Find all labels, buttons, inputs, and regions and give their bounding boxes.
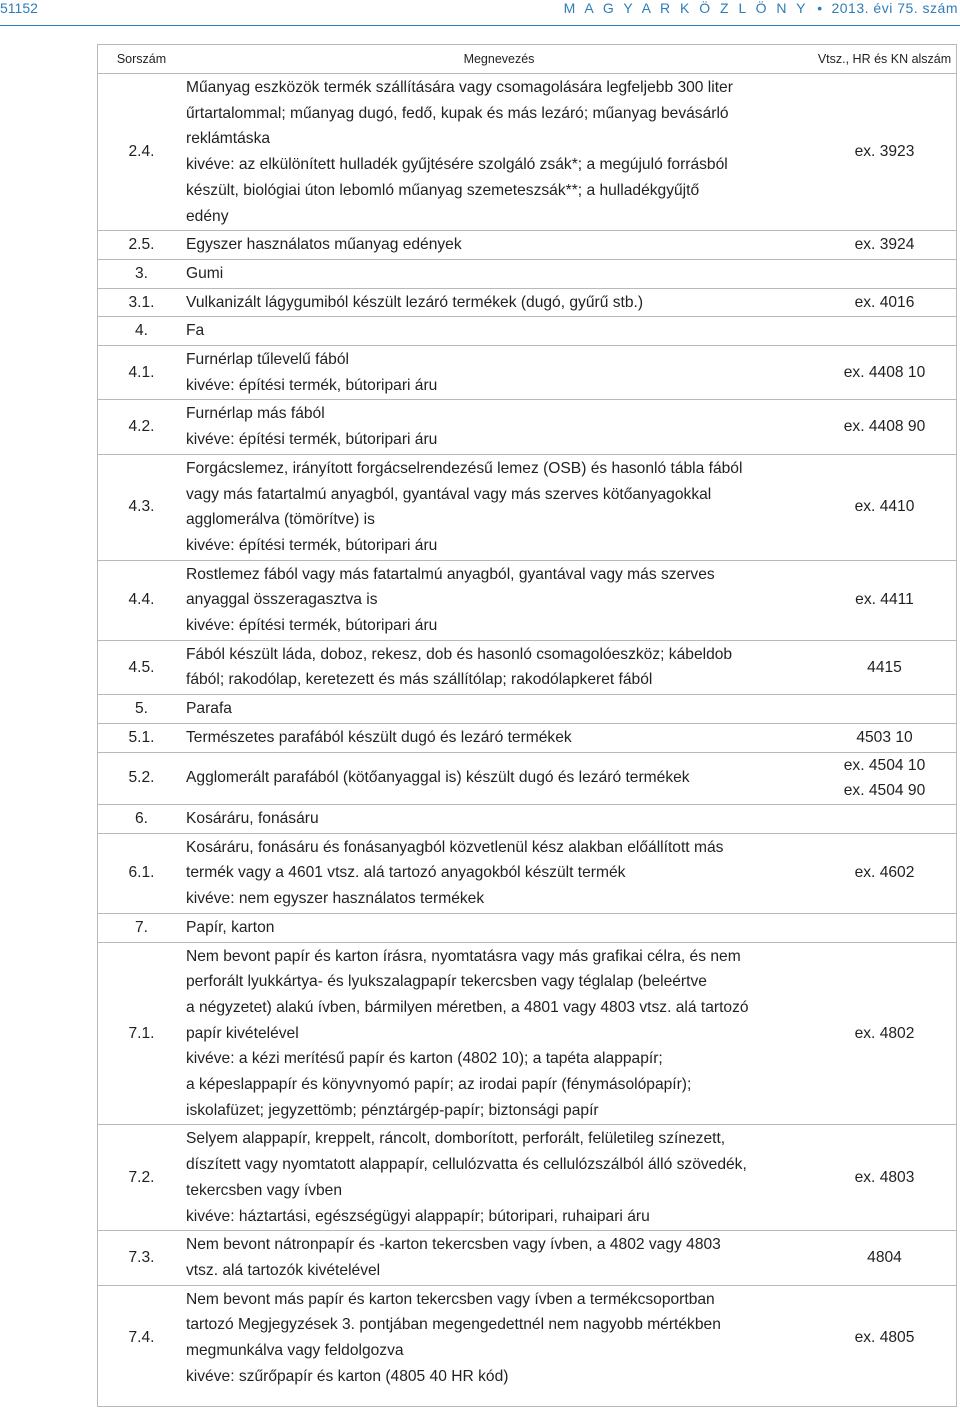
code-value: 4804 xyxy=(867,1249,902,1267)
description-line: Természetes parafából készült dugó és lezáró termékek xyxy=(186,728,572,746)
row-number: 2.4. xyxy=(97,74,186,231)
table-row xyxy=(97,400,957,454)
description-line: fából; rakodólap, keretezett és más szállítólap; rakodólapkeret fából xyxy=(186,671,653,689)
row-number: 3.1. xyxy=(97,288,186,317)
table-row xyxy=(97,259,957,288)
row-number: 7.1. xyxy=(97,942,186,1125)
row-description xyxy=(186,913,812,942)
table-row xyxy=(97,752,957,804)
table-row xyxy=(97,1125,957,1231)
row-description xyxy=(186,560,812,640)
row-number: 4.4. xyxy=(97,560,186,640)
row-code xyxy=(812,400,957,454)
row-code xyxy=(812,454,957,560)
journal-issue-line: M A G Y A R K Ö Z L Ö N Y • 2013. évi 75. szám xyxy=(563,0,958,16)
row-description xyxy=(186,74,812,231)
page-number: 51152 xyxy=(0,0,38,16)
code-value: ex. 3923 xyxy=(854,143,915,161)
description-line: kivéve: szűrőpapír és karton (4805 40 HR kód) xyxy=(186,1367,509,1385)
description-line: Fa xyxy=(186,322,205,340)
table-row xyxy=(97,317,957,346)
row-description xyxy=(186,346,812,400)
description-line: kivéve: nem egyszer használatos termékek xyxy=(186,890,485,908)
description-line: Furnérlap más fából xyxy=(186,405,325,423)
row-code xyxy=(812,1231,957,1285)
row-description xyxy=(186,804,812,833)
description-line: díszített vagy nyomtatott alappapír, cellulózvatta és cellulózszálból álló szövedék, xyxy=(186,1156,747,1174)
description-line: Egyszer használatos műanyag edények xyxy=(186,236,462,254)
row-number: 3. xyxy=(97,259,186,288)
code-value: ex. 4602 xyxy=(854,864,915,882)
row-code xyxy=(812,74,957,231)
row-code xyxy=(812,804,957,833)
row-code xyxy=(812,942,957,1125)
table-body xyxy=(97,74,957,1391)
row-code xyxy=(812,560,957,640)
code-value: ex. 4805 xyxy=(854,1329,915,1347)
description-line: megmunkálva vagy feldolgozva xyxy=(186,1342,404,1360)
description-line: Furnérlap tűlevelű fából xyxy=(186,351,349,369)
description-line: edény xyxy=(186,207,229,225)
row-code xyxy=(812,640,957,694)
row-number: 2.5. xyxy=(97,231,186,260)
description-line: Parafa xyxy=(186,700,232,718)
product-table xyxy=(97,44,957,1390)
table-row xyxy=(97,942,957,1125)
row-description xyxy=(186,288,812,317)
code-value: ex. 4408 90 xyxy=(843,418,926,436)
description-line: Forgácslemez, irányított forgácselrendezésű lemez (OSB) és hasonló tábla fából xyxy=(186,459,743,477)
row-description xyxy=(186,723,812,752)
row-number: 7.4. xyxy=(128,1329,155,1347)
description-line: Fából készült láda, doboz, rekesz, dob és hasonló csomagolóeszköz; kábeldob xyxy=(186,645,733,663)
table-row xyxy=(97,454,957,560)
description-line: vagy más fatartalmú anyagból, gyantával vagy más szerves kötőanyagokkal xyxy=(186,485,712,503)
row-description xyxy=(186,317,812,346)
description-line: iskolafüzet; jegyzettömb; pénztárgép-papír; biztonsági papír xyxy=(186,1101,599,1119)
row-number: 7.2. xyxy=(97,1125,186,1231)
row-number: 7. xyxy=(97,913,186,942)
table-row xyxy=(97,1231,957,1285)
description-line: Kosáráru, fonásáru xyxy=(186,809,319,827)
row-code xyxy=(812,723,957,752)
row-number: 6. xyxy=(97,804,186,833)
row-description xyxy=(186,259,812,288)
table-row xyxy=(97,560,957,640)
description-line: Kosáráru, fonásáru és fonásanyagból közvetlenül kész alakban előállított más xyxy=(186,838,724,856)
row-code xyxy=(812,317,957,346)
row-description xyxy=(186,1231,812,1285)
description-line: anyaggal összeragasztva is xyxy=(186,591,378,609)
table-row xyxy=(97,346,957,400)
table-row xyxy=(97,74,957,231)
row-description xyxy=(186,752,812,804)
table-row xyxy=(97,804,957,833)
description-line: agglomerálva (tömörítve) is xyxy=(186,511,375,529)
description-line: vtsz. alá tartozók kivételével xyxy=(186,1261,381,1279)
row-description xyxy=(186,942,812,1125)
description-line: Nem bevont papír és karton írásra, nyomtatásra vagy más grafikai célra, és nem xyxy=(186,947,741,965)
description-line: Gumi xyxy=(186,264,224,282)
table-row xyxy=(97,640,957,694)
description-line: kivéve: építési termék, bútoripari áru xyxy=(186,376,438,394)
table-row xyxy=(97,1285,957,1390)
header-rule xyxy=(0,25,960,26)
row-number: 4. xyxy=(97,317,186,346)
description-line: papír kivételével xyxy=(186,1024,299,1042)
code-value: ex. 4504 90 xyxy=(843,782,926,800)
description-line: kivéve: az elkülönített hulladék gyűjtésére szolgáló zsák*; a megújuló forrásból xyxy=(186,156,728,174)
row-code xyxy=(812,833,957,913)
row-number: 5.1. xyxy=(97,723,186,752)
description-line: kivéve: építési termék, bútoripari áru xyxy=(186,617,438,635)
table-row xyxy=(97,288,957,317)
description-line: Nem bevont más papír és karton tekercsben vagy ívben a termékcsoportban xyxy=(186,1290,715,1308)
description-line: Selyem alappapír, kreppelt, ráncolt, domborított, perforált, felületileg színezett, xyxy=(186,1130,726,1148)
row-description xyxy=(186,833,812,913)
journal-title: M A G Y A R K Ö Z L Ö N Y xyxy=(563,0,809,16)
row-number: 6.1. xyxy=(97,833,186,913)
description-line: Rostlemez fából vagy más fatartalmú anyagból, gyantával vagy más szerves xyxy=(186,565,715,583)
description-line: kivéve: háztartási, egészségügyi alappapír; bútoripari, ruhaipari áru xyxy=(186,1207,650,1225)
code-value: ex. 4408 10 xyxy=(843,363,926,381)
row-code xyxy=(812,913,957,942)
row-description xyxy=(186,454,812,560)
row-code xyxy=(812,288,957,317)
table-row xyxy=(97,695,957,724)
description-line: termék vagy a 4601 vtsz. alá tartozó anyagokból készült termék xyxy=(186,864,626,882)
row-description xyxy=(186,1125,812,1231)
column-header-code: Vtsz., HR és KN alszám xyxy=(812,44,957,74)
code-value: ex. 4016 xyxy=(854,293,915,311)
row-code xyxy=(812,1285,957,1390)
code-value: ex. 4802 xyxy=(854,1024,915,1042)
row-code xyxy=(812,259,957,288)
row-number: 4.3. xyxy=(97,454,186,560)
description-line: Papír, karton xyxy=(186,918,275,936)
description-line: kivéve: építési termék, bútoripari áru xyxy=(186,536,438,554)
table-row xyxy=(97,833,957,913)
description-line: Agglomerált parafából (kötőanyaggal is) készült dugó és lezáró termékek xyxy=(186,769,690,787)
description-line: készült, biológiai úton lebomló műanyag szemeteszsák**; a hulladékgyűjtő xyxy=(186,181,700,199)
issue-label: 2013. évi 75. szám xyxy=(831,0,958,16)
row-number: 5.2. xyxy=(97,752,186,804)
row-description xyxy=(186,231,812,260)
table-row xyxy=(97,913,957,942)
row-code xyxy=(812,346,957,400)
row-description xyxy=(186,695,812,724)
description-line: reklámtáska xyxy=(186,130,271,148)
description-line: kivéve: építési termék, bútoripari áru xyxy=(186,431,438,449)
description-line: kivéve: a kézi merítésű papír és karton (4802 10); a tapéta alappapír; xyxy=(186,1050,663,1068)
row-number: 7.3. xyxy=(97,1231,186,1285)
column-header-number: Sorszám xyxy=(97,44,186,74)
code-value: ex. 4411 xyxy=(855,591,914,609)
row-code xyxy=(812,231,957,260)
description-line: tartozó Megjegyzések 3. pontjában megengedettnél nem nagyobb mértékben xyxy=(186,1316,721,1334)
row-code xyxy=(812,695,957,724)
row-number: 4.2. xyxy=(97,400,186,454)
row-code xyxy=(812,1125,957,1231)
row-number: 5. xyxy=(97,695,186,724)
column-header-name: Megnevezés xyxy=(186,44,812,74)
row-code xyxy=(812,752,957,804)
code-value: ex. 3924 xyxy=(854,236,915,254)
code-value: 4503 10 xyxy=(856,728,913,746)
table-row xyxy=(97,723,957,752)
page-header xyxy=(0,0,960,24)
code-value: ex. 4803 xyxy=(854,1168,915,1186)
description-line: perforált lyukkártya- és lyukszalagpapír tekercsben vagy téglalap (beleértve xyxy=(186,973,707,991)
code-value: ex. 4504 10 xyxy=(843,756,926,774)
row-number: 4.5. xyxy=(97,640,186,694)
description-line: a képeslappapír és könyvnyomó papír; az irodai papír (fénymásolópapír); xyxy=(186,1076,692,1094)
row-description xyxy=(186,400,812,454)
description-line: Nem bevont nátronpapír és -karton tekercsben vagy ívben, a 4802 vagy 4803 xyxy=(186,1236,721,1254)
description-line: űrtartalommal; műanyag dugó, fedő, kupak és más lezáró; műanyag bevásárló xyxy=(186,104,729,122)
row-description xyxy=(186,1285,812,1390)
description-line: Vulkanizált lágygumiból készült lezáró termékek (dugó, gyűrű stb.) xyxy=(186,293,644,311)
row-description xyxy=(186,640,812,694)
code-value: 4415 xyxy=(867,658,902,676)
table-header-row xyxy=(97,44,957,74)
table-row xyxy=(97,231,957,260)
description-line: a négyzetet) alakú ívben, bármilyen méretben, a 4801 vagy 4803 vtsz. alá tartozó xyxy=(186,998,749,1016)
description-line: tekercsben vagy ívben xyxy=(186,1181,343,1199)
row-number: 4.1. xyxy=(97,346,186,400)
description-line: Műanyag eszközök termék szállítására vagy csomagolására legfeljebb 300 liter xyxy=(186,79,733,96)
code-value: ex. 4410 xyxy=(854,498,915,516)
